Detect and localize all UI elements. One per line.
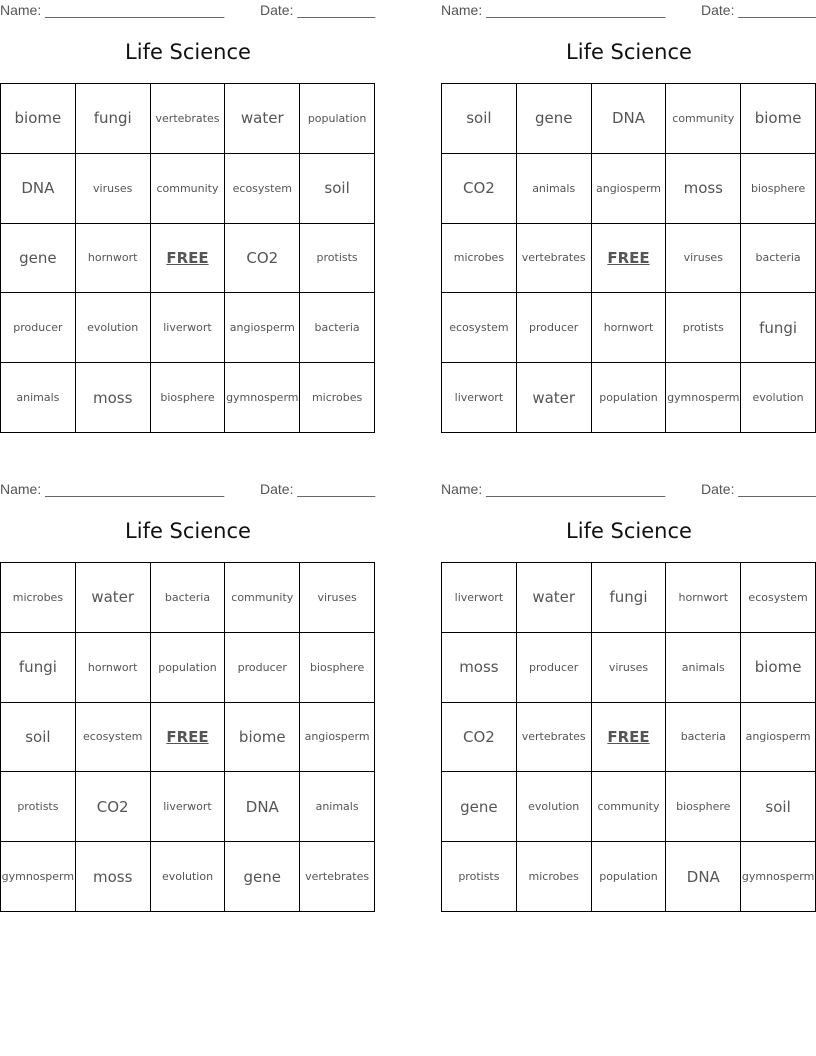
bingo-grid	[0, 562, 375, 912]
date-field: Date: __________	[701, 2, 816, 18]
bingo-cell: fungi	[76, 84, 151, 154]
name-field: Name: _______________________	[441, 2, 666, 18]
bingo-cell: population	[592, 363, 667, 433]
bingo-cell: gene	[517, 84, 592, 154]
bingo-cell: DNA	[1, 154, 76, 224]
card-title: Life Science	[125, 519, 251, 543]
bingo-cell: fungi	[741, 293, 816, 363]
bingo-cell: ecosystem	[442, 293, 517, 363]
bingo-cell: DNA	[666, 842, 741, 912]
bingo-cell: ecosystem	[741, 563, 816, 633]
bingo-cell: CO2	[76, 772, 151, 842]
bingo-cell: producer	[225, 633, 300, 703]
bingo-cell: liverwort	[442, 363, 517, 433]
bingo-cell: gene	[225, 842, 300, 912]
bingo-cell: community	[592, 772, 667, 842]
date-field: Date: __________	[260, 2, 376, 18]
name-field: Name: _______________________	[0, 481, 225, 497]
bingo-grid	[441, 562, 816, 912]
bingo-cell: biosphere	[300, 633, 375, 703]
bingo-cell: bacteria	[666, 703, 741, 773]
bingo-cell: evolution	[741, 363, 816, 433]
card-title: Life Science	[125, 40, 251, 64]
name-date-line	[441, 2, 816, 20]
name-date-line	[441, 481, 816, 499]
card-title: Life Science	[566, 519, 692, 543]
bingo-cell: viruses	[592, 633, 667, 703]
bingo-cell: gymnosperm	[666, 363, 741, 433]
free-space: FREE	[151, 703, 226, 773]
bingo-cell: bacteria	[300, 293, 375, 363]
bingo-cell: gene	[442, 772, 517, 842]
bingo-cell: vertebrates	[517, 224, 592, 294]
name-date-line	[0, 2, 376, 20]
bingo-cell: liverwort	[151, 293, 226, 363]
bingo-cell: moss	[442, 633, 517, 703]
bingo-cell: community	[666, 84, 741, 154]
bingo-cell: hornwort	[76, 633, 151, 703]
bingo-cell: hornwort	[592, 293, 667, 363]
bingo-cell: angiosperm	[592, 154, 667, 224]
bingo-cell: microbes	[517, 842, 592, 912]
bingo-cell: soil	[300, 154, 375, 224]
bingo-cell: population	[300, 84, 375, 154]
bingo-cell: CO2	[442, 703, 517, 773]
bingo-cell: ecosystem	[76, 703, 151, 773]
bingo-cell: animals	[517, 154, 592, 224]
bingo-cell: gene	[1, 224, 76, 294]
bingo-cell: water	[76, 563, 151, 633]
bingo-cell: DNA	[592, 84, 667, 154]
bingo-cell: angiosperm	[741, 703, 816, 773]
bingo-cell: community	[225, 563, 300, 633]
date-field: Date: __________	[260, 481, 376, 497]
bingo-cell: fungi	[1, 633, 76, 703]
bingo-cell: animals	[666, 633, 741, 703]
bingo-cell: protists	[300, 224, 375, 294]
bingo-cell: population	[151, 633, 226, 703]
bingo-cell: vertebrates	[151, 84, 226, 154]
bingo-cell: liverwort	[151, 772, 226, 842]
name-field: Name: _______________________	[0, 2, 225, 18]
bingo-cell: viruses	[300, 563, 375, 633]
bingo-cell: soil	[442, 84, 517, 154]
free-space: FREE	[151, 224, 226, 294]
bingo-cell: protists	[1, 772, 76, 842]
bingo-cell: population	[592, 842, 667, 912]
bingo-cell: biosphere	[741, 154, 816, 224]
bingo-cell: ecosystem	[225, 154, 300, 224]
bingo-cell: biome	[741, 84, 816, 154]
bingo-cell: fungi	[592, 563, 667, 633]
free-space: FREE	[592, 224, 667, 294]
bingo-cell: biome	[1, 84, 76, 154]
bingo-cell: microbes	[1, 563, 76, 633]
date-field: Date: __________	[701, 481, 816, 497]
bingo-cell: producer	[1, 293, 76, 363]
bingo-cell: water	[517, 363, 592, 433]
bingo-cell: gymnosperm	[741, 842, 816, 912]
bingo-grid	[0, 83, 375, 433]
bingo-cell: angiosperm	[225, 293, 300, 363]
bingo-cell: animals	[1, 363, 76, 433]
bingo-cell: CO2	[225, 224, 300, 294]
bingo-cell: evolution	[517, 772, 592, 842]
bingo-cell: animals	[300, 772, 375, 842]
bingo-cell: producer	[517, 633, 592, 703]
bingo-cell: DNA	[225, 772, 300, 842]
bingo-cell: CO2	[442, 154, 517, 224]
bingo-grid	[441, 83, 816, 433]
bingo-cell: biome	[741, 633, 816, 703]
name-date-line	[0, 481, 376, 499]
bingo-cell: producer	[517, 293, 592, 363]
bingo-cell: viruses	[666, 224, 741, 294]
bingo-cell: bacteria	[741, 224, 816, 294]
card-title: Life Science	[566, 40, 692, 64]
bingo-cell: vertebrates	[517, 703, 592, 773]
bingo-cell: biosphere	[151, 363, 226, 433]
bingo-cell: water	[225, 84, 300, 154]
bingo-cell: evolution	[76, 293, 151, 363]
name-field: Name: _______________________	[441, 481, 666, 497]
bingo-cell: protists	[666, 293, 741, 363]
bingo-cell: biome	[225, 703, 300, 773]
bingo-cell: bacteria	[151, 563, 226, 633]
bingo-cell: community	[151, 154, 226, 224]
bingo-cell: hornwort	[666, 563, 741, 633]
bingo-cell: gymnosperm	[1, 842, 76, 912]
bingo-cell: evolution	[151, 842, 226, 912]
bingo-cell: viruses	[76, 154, 151, 224]
bingo-cell: angiosperm	[300, 703, 375, 773]
bingo-cell: gymnosperm	[225, 363, 300, 433]
bingo-cell: hornwort	[76, 224, 151, 294]
bingo-cell: moss	[76, 363, 151, 433]
free-space: FREE	[592, 703, 667, 773]
bingo-cell: microbes	[442, 224, 517, 294]
bingo-cell: moss	[76, 842, 151, 912]
bingo-cell: microbes	[300, 363, 375, 433]
bingo-cell: biosphere	[666, 772, 741, 842]
bingo-cell: soil	[741, 772, 816, 842]
bingo-cell: soil	[1, 703, 76, 773]
bingo-cell: moss	[666, 154, 741, 224]
bingo-cell: protists	[442, 842, 517, 912]
bingo-cell: water	[517, 563, 592, 633]
bingo-cell: liverwort	[442, 563, 517, 633]
bingo-cell: vertebrates	[300, 842, 375, 912]
